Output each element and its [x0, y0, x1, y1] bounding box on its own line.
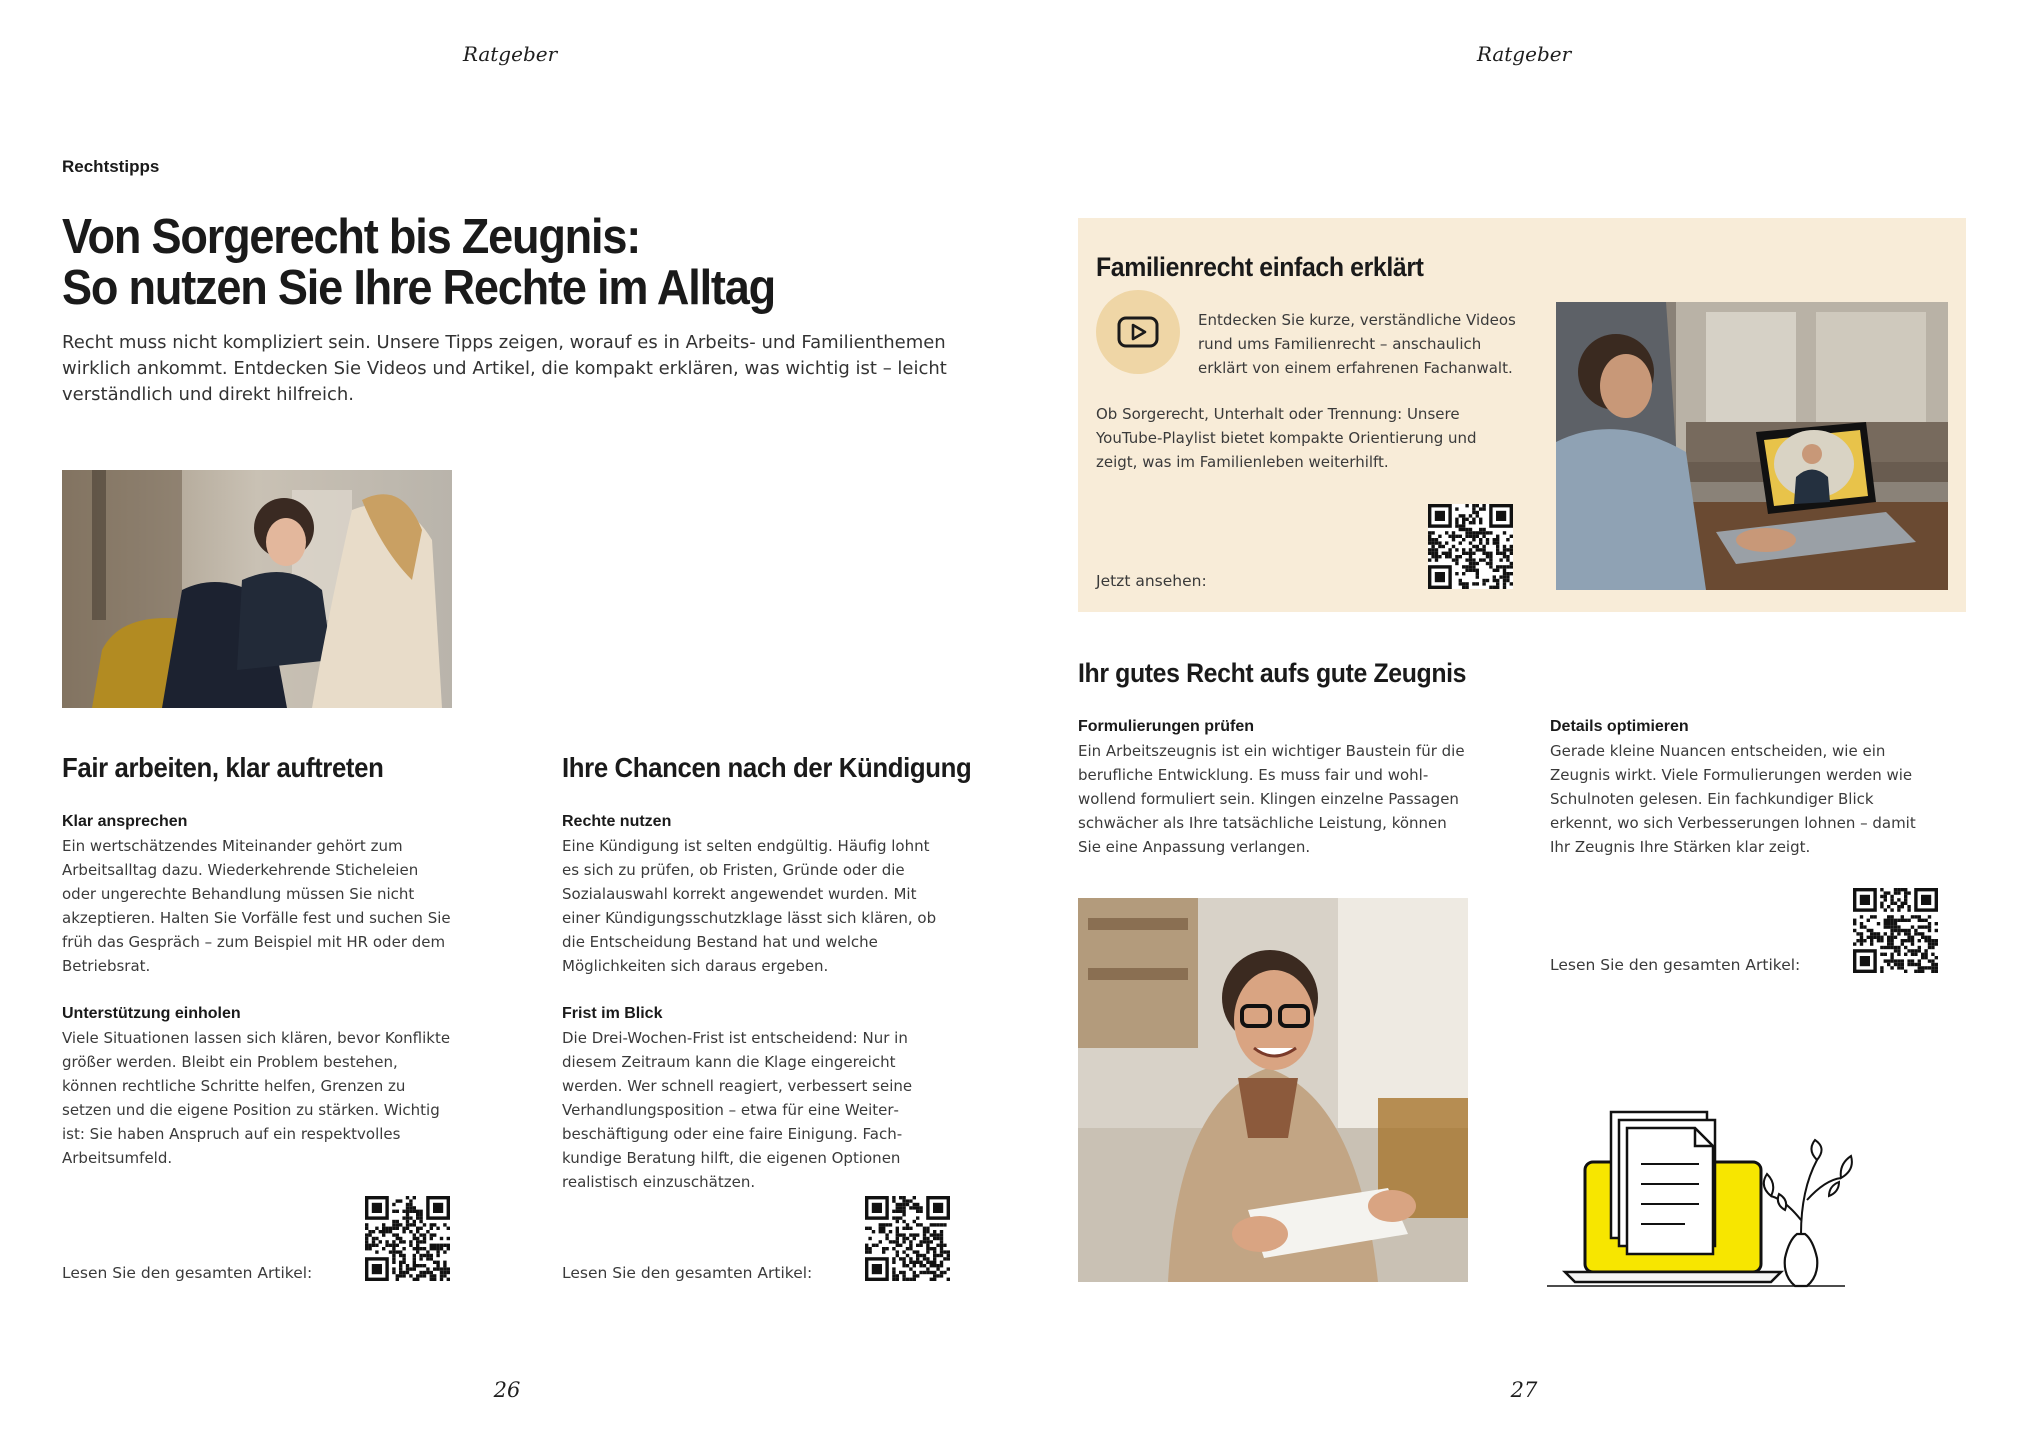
article-kuendigung-subheading-2: Frist im Blick	[562, 1005, 663, 1022]
article-zeugnis-cta: Lesen Sie den gesamten Artikel:	[1550, 956, 1801, 974]
article-kuendigung-title: Ihre Chancen nach der Kündigung	[562, 752, 972, 783]
page-number-right: 27	[1510, 1378, 1538, 1402]
article-zeugnis-qr-code[interactable]	[1853, 888, 1938, 973]
section-kicker: Rechtstipps	[62, 157, 160, 176]
article-kuendigung-subheading-1: Rechte nutzen	[562, 813, 672, 830]
running-head-right: Ratgeber	[1476, 42, 1572, 66]
video-box-cta: Jetzt ansehen:	[1096, 572, 1207, 590]
article-fair-text-1: Ein wertschätzendes Miteinander gehört zum Arbeitsalltag dazu. Wiederkehrende Sticheleien oder ungerechte Behandlung müssen Sie nicht akzeptieren. Halten Sie Vorfälle fest und suchen Sie früh das Gespräch – zum Beispiel mit HR oder dem Betriebsrat.	[62, 837, 451, 975]
consultation-photo	[62, 470, 452, 708]
article-zeugnis-column-2	[1550, 715, 1935, 859]
video-box-qr-code[interactable]	[1428, 504, 1513, 589]
article-kuendigung-text-2: Die Drei-Wochen-Frist ist entscheidend: Nur in diesem Zeitraum kann die Klage eingereicht werden. Wer schnell reagiert, verbessert seine Verhandlungsposition – etwa für eine Weiterbeschäftigung oder eine faire Einigung. Fachkundige Beratung hilft, die eigenen Optionen realistisch einzuschätzen.	[562, 1029, 913, 1191]
article-kuendigung-text-1: Eine Kündigung ist selten endgültig. Häufig lohnt es sich zu prüfen, ob Fristen, Gründe oder die Sozialauswahl korrekt angewendet wurden. Mit einer Kündigungsschutzklage lässt sich klären, ob die Entscheidung Bestand hat und welche Möglichkeiten sich daraus ergeben.	[562, 837, 937, 975]
article-zeugnis-text-1: Ein Arbeitszeugnis ist ein wichtiger Baustein für die berufliche Entwicklung. Es muss fair und wohlwollend formuliert sein. Klingen einzelne Passagen schwächer als Ihre tatsächliche Leistung, können Sie eine Anpassung verlangen.	[1078, 742, 1465, 856]
intro-lead: Recht muss nicht kompliziert sein. Unsere Tipps zeigen, worauf es in Arbeits- und Familienthemen wirklich ankommt. Entdecken Sie Videos und Artikel, die kompakt erklären, was wichtig ist – leicht verständlich und direkt hilfreich.	[62, 332, 947, 405]
play-icon	[1117, 316, 1159, 348]
article-kuendigung-cta: Lesen Sie den gesamten Artikel:	[562, 1264, 813, 1282]
running-head-left: Ratgeber	[462, 42, 558, 66]
article-fair-body	[62, 810, 457, 1170]
article-fair-subheading-1: Klar ansprechen	[62, 813, 188, 830]
video-box-intro: Entdecken Sie kurze, verständliche Videos rund ums Familienrecht – anschaulich erklärt von einem erfahrenen Fachanwalt.	[1198, 311, 1516, 377]
video-call-photo	[1556, 302, 1948, 590]
article-zeugnis-column-1	[1078, 715, 1473, 859]
laptop-documents-illustration	[1545, 1100, 1865, 1290]
page-title	[62, 212, 775, 314]
article-fair-cta: Lesen Sie den gesamten Artikel:	[62, 1264, 313, 1282]
article-zeugnis-text-2: Gerade kleine Nuancen entscheiden, wie ein Zeugnis wirkt. Viele Formulierungen werden wie Schulnoten gelesen. Ein fachkundiger Blick erkennt, wo sich Verbesserungen lohnen – damit Ihr Zeugnis Ihre Stärken klar zeigt.	[1550, 742, 1916, 856]
article-zeugnis-title: Ihr gutes Recht aufs gute Zeugnis	[1078, 658, 1467, 688]
man-reading-photo	[1078, 898, 1468, 1282]
video-icon-circle[interactable]	[1096, 290, 1180, 374]
article-fair-qr-code[interactable]	[365, 1196, 450, 1281]
video-box-title: Familienrecht einfach erklärt	[1096, 252, 1424, 282]
page-title-line-1: Von Sorgerecht bis Zeugnis:	[62, 210, 641, 264]
page-number-left: 26	[493, 1378, 521, 1402]
article-fair-title: Fair arbeiten, klar auftreten	[62, 752, 384, 783]
article-fair-text-2: Viele Situationen lassen sich klären, bevor Konflikte größer werden. Bleibt ein Problem bestehen, können rechtliche Schritte helfen, Grenzen zu setzen und die eigene Position zu stärken. Wichtig ist: Sie haben Anspruch auf ein respektvolles Arbeitsumfeld.	[62, 1029, 451, 1167]
article-zeugnis-subheading-1: Formulierungen prüfen	[1078, 718, 1254, 735]
article-zeugnis-subheading-2: Details optimieren	[1550, 718, 1689, 735]
video-box	[1078, 218, 1966, 612]
page-title-line-2: So nutzen Sie Ihre Rechte im Alltag	[62, 261, 775, 315]
article-fair-subheading-2: Unterstützung einholen	[62, 1005, 241, 1022]
video-box-text: Ob Sorgerecht, Unterhalt oder Trennung: Unsere YouTube-Playlist bietet kompakte Orientierung und zeigt, was im Familienleben weiterhilft.	[1096, 405, 1477, 471]
article-kuendigung-qr-code[interactable]	[865, 1196, 950, 1281]
article-kuendigung-body	[562, 810, 940, 1194]
